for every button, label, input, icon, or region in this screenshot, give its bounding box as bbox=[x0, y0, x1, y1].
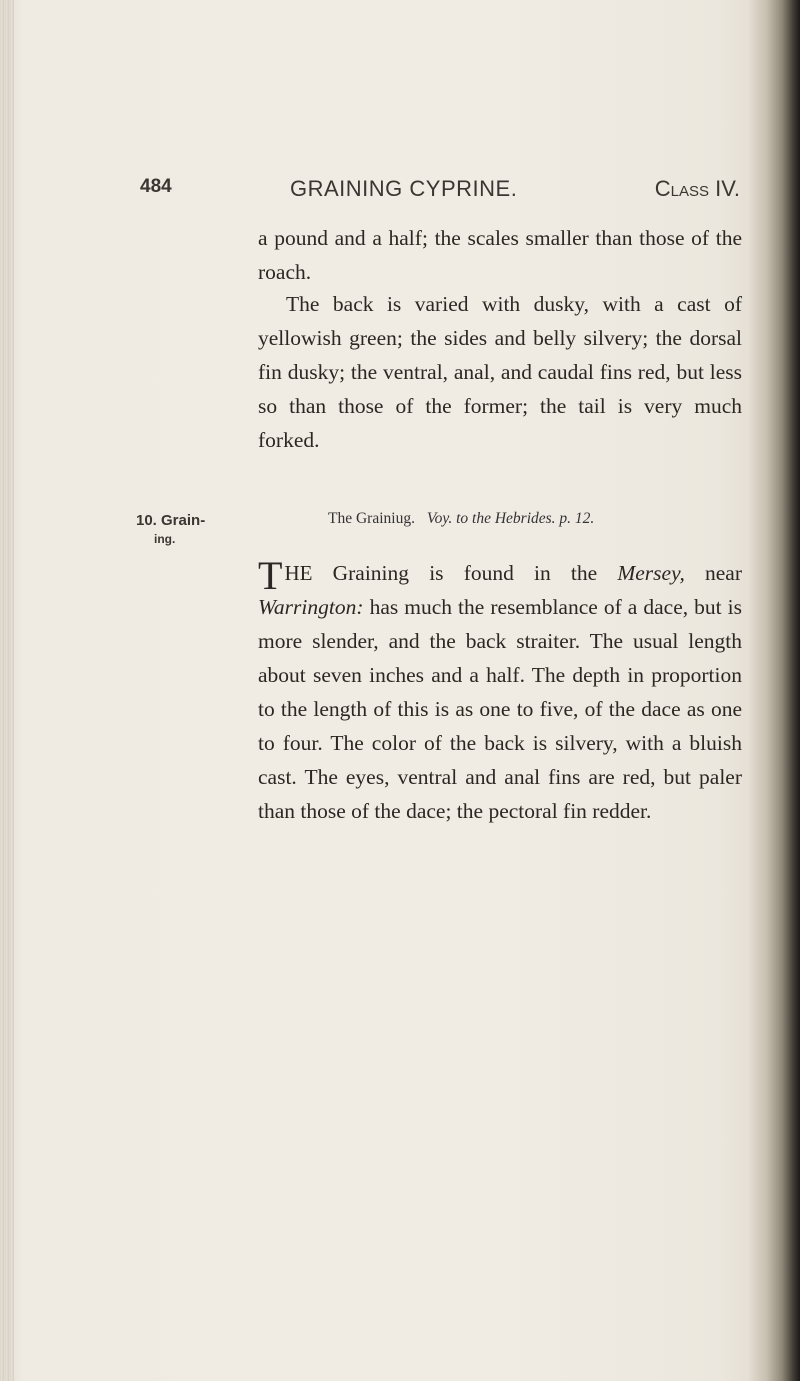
place-name: Mersey, bbox=[617, 561, 685, 585]
paragraph-graining bbox=[258, 553, 742, 828]
entry-reference: Voy. to the Hebrides. p. 12. bbox=[426, 510, 595, 527]
margin-note-continuation: ing. bbox=[154, 532, 176, 546]
page-gutter bbox=[0, 0, 14, 1381]
page-edge-shadow bbox=[748, 0, 800, 1381]
page-number: 484 bbox=[140, 176, 172, 197]
entry-title: The Grainiug. bbox=[328, 510, 415, 527]
drop-cap: T bbox=[258, 553, 283, 598]
paragraph-continuation: a pound and a half; the scales smaller than those of the roach. bbox=[258, 226, 742, 284]
lead-word: HE bbox=[284, 561, 313, 585]
entry-heading bbox=[328, 510, 758, 528]
text-segment: near bbox=[684, 561, 742, 585]
paragraph-description: The back is varied with dusky, with a cast of yellowish green; the sides and belly silvery; the dorsal fin dusky; the ventral, anal, and caudal fins red, but less so than those of the former; the tail is very much forked. bbox=[258, 292, 742, 452]
text-segment: has much the resemblance of a dace, but is more slender, and the back straiter. The usual length about seven inches and a half. The depth in proportion to the length of this is as one to five, of the dace as one to four. The color of the back is silvery, with a bluish cast. The eyes, ventral and anal fins are red, but paler than those of the dace; the pectoral fin redder. bbox=[258, 595, 742, 823]
page-header bbox=[140, 176, 740, 210]
class-label: Class IV. bbox=[654, 176, 740, 201]
margin-note-number: 10. Grain- bbox=[136, 512, 206, 529]
margin-note bbox=[136, 511, 246, 549]
running-title: GRAINING CYPRINE. bbox=[290, 176, 518, 201]
text-segment: Graining is found in the bbox=[312, 561, 618, 585]
place-name: Warrington: bbox=[258, 595, 364, 619]
